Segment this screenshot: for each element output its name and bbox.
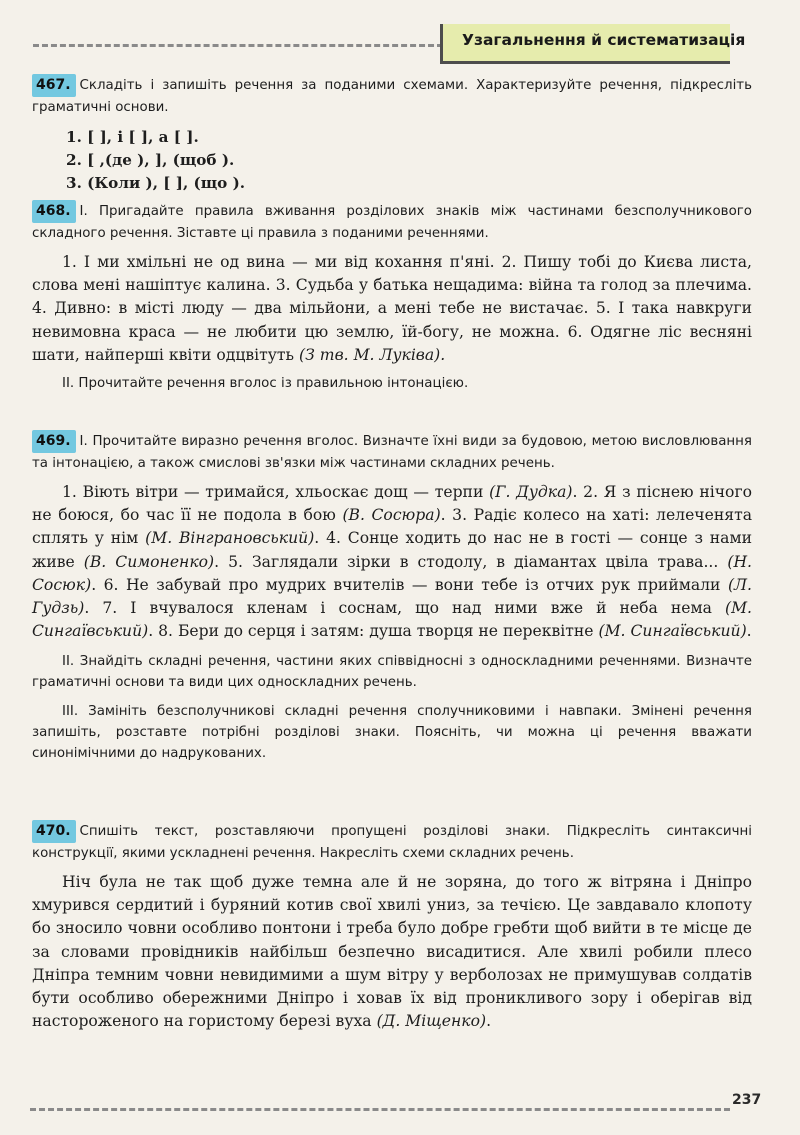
quote-source: (М. Вінграновський) <box>145 529 315 548</box>
exercise-468-task-2: ІІ. Прочитайте речення вголос із правильною інтонацією. <box>62 376 469 392</box>
exercise-468-task: 468. І. Пригадайте правила вживання розділових знаків між частинами безсполучникового складного речення. Зіставте ці правила з поданими реченнями. <box>32 200 752 244</box>
page-number: 237 <box>732 1092 762 1108</box>
exercise-number: 470. <box>32 820 76 843</box>
exercise-470-task: 470. Спишіть текст, розставляючи пропущені розділові знаки. Підкресліть синтаксичні конструкції, якими ускладнені речення. Накресліть схеми складних речень. <box>32 820 752 864</box>
quote-source: (З тв. М. Луківа). <box>299 345 446 364</box>
quote-source: (М. Сингаївський) <box>598 622 747 641</box>
scheme-item: 1. [ ], і [ ], а [ ]. <box>66 128 199 146</box>
scheme-list <box>66 126 752 195</box>
exercise-468 <box>32 200 752 394</box>
quote-source: (Д. Міщенко) <box>376 1012 487 1031</box>
quote-source: (Г. Дудка) <box>489 483 573 501</box>
exercise-467-task: 467. Складіть і запишіть речення за поданими схемами. Характеризуйте речення, підкресліть граматичні основи. <box>32 74 752 118</box>
scheme-item: 3. (Коли ), [ ], (що ). <box>66 174 246 192</box>
exercise-number: 469. <box>32 430 76 453</box>
exercise-469-sentences: 1. Віють вітри — тримайся, хльоскає дощ — терпи (Г. Дудка). 2. Я з піснею нічого не боюся, бо час її не подола в бою (В. Сосюра). 3. Радіє колесо на хаті: лелеченята сплять у нім (М. Вінграновський). 4. Сонце ходить до нас не в гості — сонце з нами живе (В. Симоненко). 5. Заглядали зірки в стодолу, в діамантах цвіла трава... (Н. Сосюк). 6. Не забувай про мудрих вчителів — вони тебе із отчих рук приймали (Л. Гудзь). 7. І вчувалося кленам і соснам, що над ними вже й неба нема (М. Сингаївський). 8. Бери до серця і затям: душа творця не переквітне (М. Сингаївський). <box>32 483 752 641</box>
exercise-470 <box>32 820 752 1033</box>
exercise-469-task-3: ІІІ. Замініть безсполучникові складні речення сполучниковими і навпаки. Змінені речення запишіть, розставте потрібні розділові знаки. Поясніть, чи можна ці речення вважати синонімічними до надрукованих. <box>32 704 752 762</box>
quote-source: (Н. Сосюк) <box>32 552 752 594</box>
section-title: Узагальнення й систематизація <box>462 31 746 49</box>
quote-source: (В. Сосюра) <box>342 506 441 525</box>
exercise-number: 467. <box>32 74 76 97</box>
exercise-470-text: Ніч була не так щоб дуже темна але й не зоряна, до того ж вітряна і Дніпро хмурився сердитий і буряний котив свої хвилі униз, за течією. Це завдавало клопоту бо зносило човни особливо понтони і треба було добре гребти щоб вийти в те місце де за словами провідників найбільш безпечно висадитися. Але хвилі робили плесо Дніпра темним човни невидимими а шум вітру у верболозах не примушував солдатів бути особливо обережними Дніпро і ховав їх від проникливого зору і оберігав від настороженого на гористому березі вуха (Д. Міщенко). <box>32 873 752 1031</box>
quote-source: (В. Симоненко) <box>83 552 215 571</box>
quote-source: (М. Сингаївський) <box>32 599 752 641</box>
exercise-468-sentences: 1. І ми хмільні не од вина — ми від кохання п'яні. 2. Пишу тобі до Києва листа, слова мені нашіптує калина. 3. Судьба у батька нещадима: війна та голод за плечима. 4. Дивно: в місті люду — два мільйони, а мені тебе не вистачає. 5. І така навкруги невимовна краса — не любити цю землю, їй-богу, не можна. 6. Одягне ліс весняні шати, найперші квіти одцвітуть (З тв. М. Луківа). <box>32 253 752 364</box>
footer-divider <box>30 1108 730 1111</box>
quote-source: (Л. Гудзь) <box>32 575 752 618</box>
header-divider <box>33 44 443 47</box>
exercise-469-task: 469. І. Прочитайте виразно речення вголос. Визначте їхні види за будовою, метою висловлювання та інтонацією, а також смислові зв'язки між частинами складних речень. <box>32 430 752 474</box>
scheme-item: 2. [ ,(де ), ], (щоб ). <box>66 151 235 169</box>
exercise-469 <box>32 430 752 764</box>
exercise-469-task-2: ІІ. Знайдіть складні речення, частини яких співвідносні з односкладними реченнями. Визначте граматичні основи та види цих односкладних речень. <box>32 654 752 691</box>
exercise-number: 468. <box>32 200 76 223</box>
exercise-467 <box>32 74 752 195</box>
